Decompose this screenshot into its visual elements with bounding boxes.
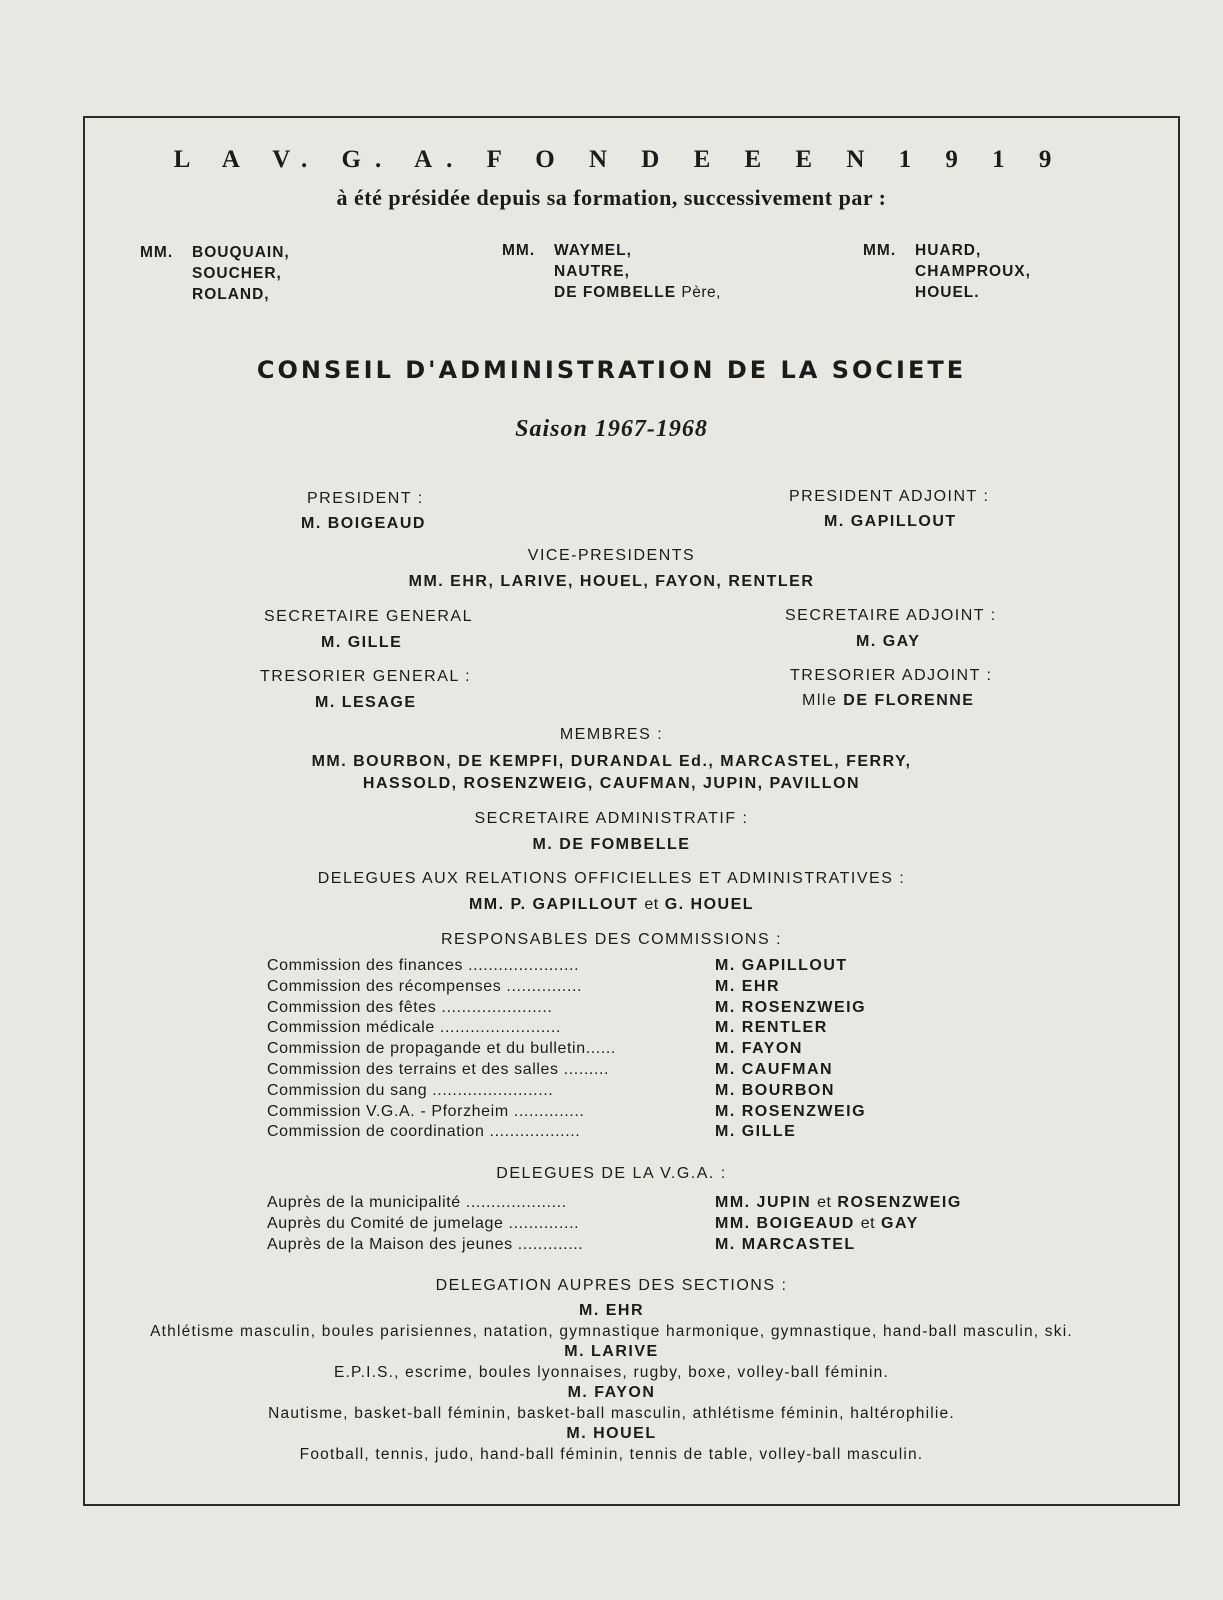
former-presidents-col-1 <box>140 242 290 305</box>
delegation-name: M. HOUEL <box>566 1425 657 1442</box>
secretaire-adjoint-label: SECRETAIRE ADJOINT : <box>785 607 997 624</box>
president-name: HOUEL. <box>915 284 980 301</box>
commission-row <box>267 1040 987 1061</box>
former-presidents-col-3 <box>863 240 1031 303</box>
prefix: MM. <box>502 242 536 259</box>
delegue-a: MM. P. GAPILLOUT <box>468 896 639 913</box>
president-name: WAYMEL, <box>554 242 632 259</box>
delegation-name: M. FAYON <box>567 1384 656 1401</box>
tresorier-adjoint-label: TRESORIER ADJOINT : <box>790 667 993 684</box>
delegation-sections-text: E.P.I.S., escrime, boules lyonnaises, rugby, boxe, volley-ball féminin. <box>333 1364 890 1381</box>
commission-name: Commission médicale ........................ <box>267 1019 562 1037</box>
president-label: PRESIDENT : <box>307 490 424 507</box>
president-name: M. BOIGEAUD <box>301 515 426 532</box>
commission-name: Commission des finances ...................... <box>267 957 580 974</box>
commission-row <box>267 1019 987 1040</box>
delegues-relations-names <box>0 896 1223 914</box>
delegation-sections-text: Nautisme, basket-ball féminin, basket-ball masculin, athlétisme féminin, haltérophilie. <box>268 1405 955 1422</box>
commission-name: Commission de coordination .................. <box>267 1123 581 1141</box>
membres-line-1: MM. BOURBON, DE KEMPFI, DURANDAL Ed., MARCASTEL, FERRY, <box>311 753 912 770</box>
commission-row <box>267 1082 987 1103</box>
commission-responsible: M. ROSENZWEIG <box>715 1102 867 1120</box>
delegue-a: MM. JUPIN <box>715 1194 812 1211</box>
conjunction: et <box>860 1215 876 1232</box>
conjunction: et <box>817 1194 832 1211</box>
membres-label: MEMBRES : <box>559 726 664 743</box>
delegation-sections-text: Football, tennis, judo, hand-ball féminin, tennis de table, volley-ball masculin. <box>299 1446 924 1463</box>
commission-name: Commission des fêtes ...................... <box>267 998 553 1016</box>
season-label: Saison 1967-1968 <box>515 416 708 442</box>
tresorier-adjoint-name <box>802 692 974 710</box>
commissions-label: RESPONSABLES DES COMMISSIONS : <box>440 931 783 948</box>
tresorier-general-name: M. LESAGE <box>315 694 417 711</box>
president-name: SOUCHER, <box>192 265 282 282</box>
commission-name: Commission des récompenses ............... <box>267 977 583 995</box>
commission-responsible: M. ROSENZWEIG <box>715 998 867 1016</box>
delegation-sections-text: Athlétisme masculin, boules parisiennes, natation, gymnastique harmonique, gymnastique, hand-ball masculin, ski. <box>150 1323 1073 1340</box>
commission-row <box>267 999 987 1020</box>
membres-line-2: HASSOLD, ROSENZWEIG, CAUFMAN, JUPIN, PAVILLON <box>362 775 861 792</box>
commission-name: Commission des terrains et des salles ......... <box>267 1061 610 1078</box>
delegation-name: M. EHR <box>579 1302 644 1319</box>
president-name: DE FOMBELLE <box>554 284 677 301</box>
vice-presidents-names: MM. EHR, LARIVE, HOUEL, FAYON, RENTLER <box>408 573 815 590</box>
president-name: ROLAND, <box>192 286 270 303</box>
delegue-names <box>715 1194 962 1212</box>
delegue-row <box>267 1215 987 1236</box>
secretaire-general-label: SECRETAIRE GENERAL <box>264 608 473 625</box>
prefix: MM. <box>140 244 174 261</box>
delegation-name: M. LARIVE <box>564 1343 659 1360</box>
commission-responsible: M. GILLE <box>715 1123 797 1141</box>
conjunction: et <box>644 896 659 913</box>
delegue-names <box>715 1236 856 1254</box>
secretaire-general-name: M. GILLE <box>321 634 403 651</box>
tresorier-adjoint-surname: DE FLORENNE <box>843 692 975 709</box>
commission-name: Commission du sang ........................ <box>267 1081 554 1099</box>
delegue-b: GAY <box>881 1215 919 1232</box>
delegues-vga-label: DELEGUES DE LA V.G.A. : <box>496 1165 727 1182</box>
president-name: BOUQUAIN, <box>192 244 290 261</box>
delegation-sections-label: DELEGATION AUPRES DES SECTIONS : <box>435 1277 788 1294</box>
tresorier-general-label: TRESORIER GENERAL : <box>260 668 472 685</box>
delegues-relations-label: DELEGUES AUX RELATIONS OFFICIELLES ET ADMINISTRATIVES : <box>317 870 906 887</box>
president-name: CHAMPROUX, <box>915 263 1031 280</box>
secretaire-adjoint-name: M. GAY <box>856 633 921 650</box>
delegue-place: Auprès de la Maison des jeunes ............. <box>267 1236 584 1253</box>
delegue-row <box>267 1194 987 1215</box>
delegue-names <box>715 1215 919 1233</box>
secretaire-admin-name: M. DE FOMBELLE <box>532 836 691 853</box>
commission-responsible: M. GAPILLOUT <box>715 957 848 974</box>
commission-name: Commission de propagande et du bulletin...... <box>267 1040 616 1058</box>
tresorier-adjoint-title: Mlle <box>802 692 838 709</box>
delegue-a: M. MARCASTEL <box>715 1236 856 1253</box>
commission-row <box>267 1061 987 1082</box>
commission-row <box>267 1123 987 1144</box>
page-subtitle: à été présidée depuis sa formation, successivement par : <box>336 185 887 210</box>
commission-responsible: M. RENTLER <box>715 1019 828 1037</box>
commission-responsible: M. FAYON <box>715 1040 803 1058</box>
commission-row <box>267 1103 987 1124</box>
commission-row <box>267 978 987 999</box>
delegue-b: ROSENZWEIG <box>837 1194 962 1211</box>
conseil-title: CONSEIL D'ADMINISTRATION DE LA SOCIETE <box>256 356 967 384</box>
delegue-place: Auprès du Comité de jumelage .............. <box>267 1215 580 1232</box>
delegue-row <box>267 1236 987 1257</box>
commission-responsible: M. CAUFMAN <box>715 1061 834 1078</box>
delegue-a: MM. BOIGEAUD <box>715 1215 855 1232</box>
vice-presidents-label: VICE-PRESIDENTS <box>527 547 696 564</box>
prefix: MM. <box>863 242 897 259</box>
page-title: L A V. G. A. F O N D E E E N 1 9 1 9 <box>173 146 1066 173</box>
president-adjoint-name: M. GAPILLOUT <box>824 513 957 530</box>
president-adjoint-label: PRESIDENT ADJOINT : <box>789 488 990 505</box>
commission-responsible: M. BOURBON <box>715 1081 835 1099</box>
secretaire-admin-label: SECRETAIRE ADMINISTRATIF : <box>474 810 749 827</box>
president-name: HUARD, <box>915 242 982 259</box>
commission-responsible: M. EHR <box>715 977 780 995</box>
president-suffix: Père, <box>681 284 721 301</box>
commission-row <box>267 957 987 978</box>
president-name: NAUTRE, <box>554 263 630 280</box>
commission-name: Commission V.G.A. - Pforzheim .............. <box>267 1102 585 1120</box>
delegue-b: G. HOUEL <box>664 896 755 913</box>
former-presidents-col-2 <box>502 240 721 303</box>
delegue-place: Auprès de la municipalité .................... <box>267 1194 567 1211</box>
